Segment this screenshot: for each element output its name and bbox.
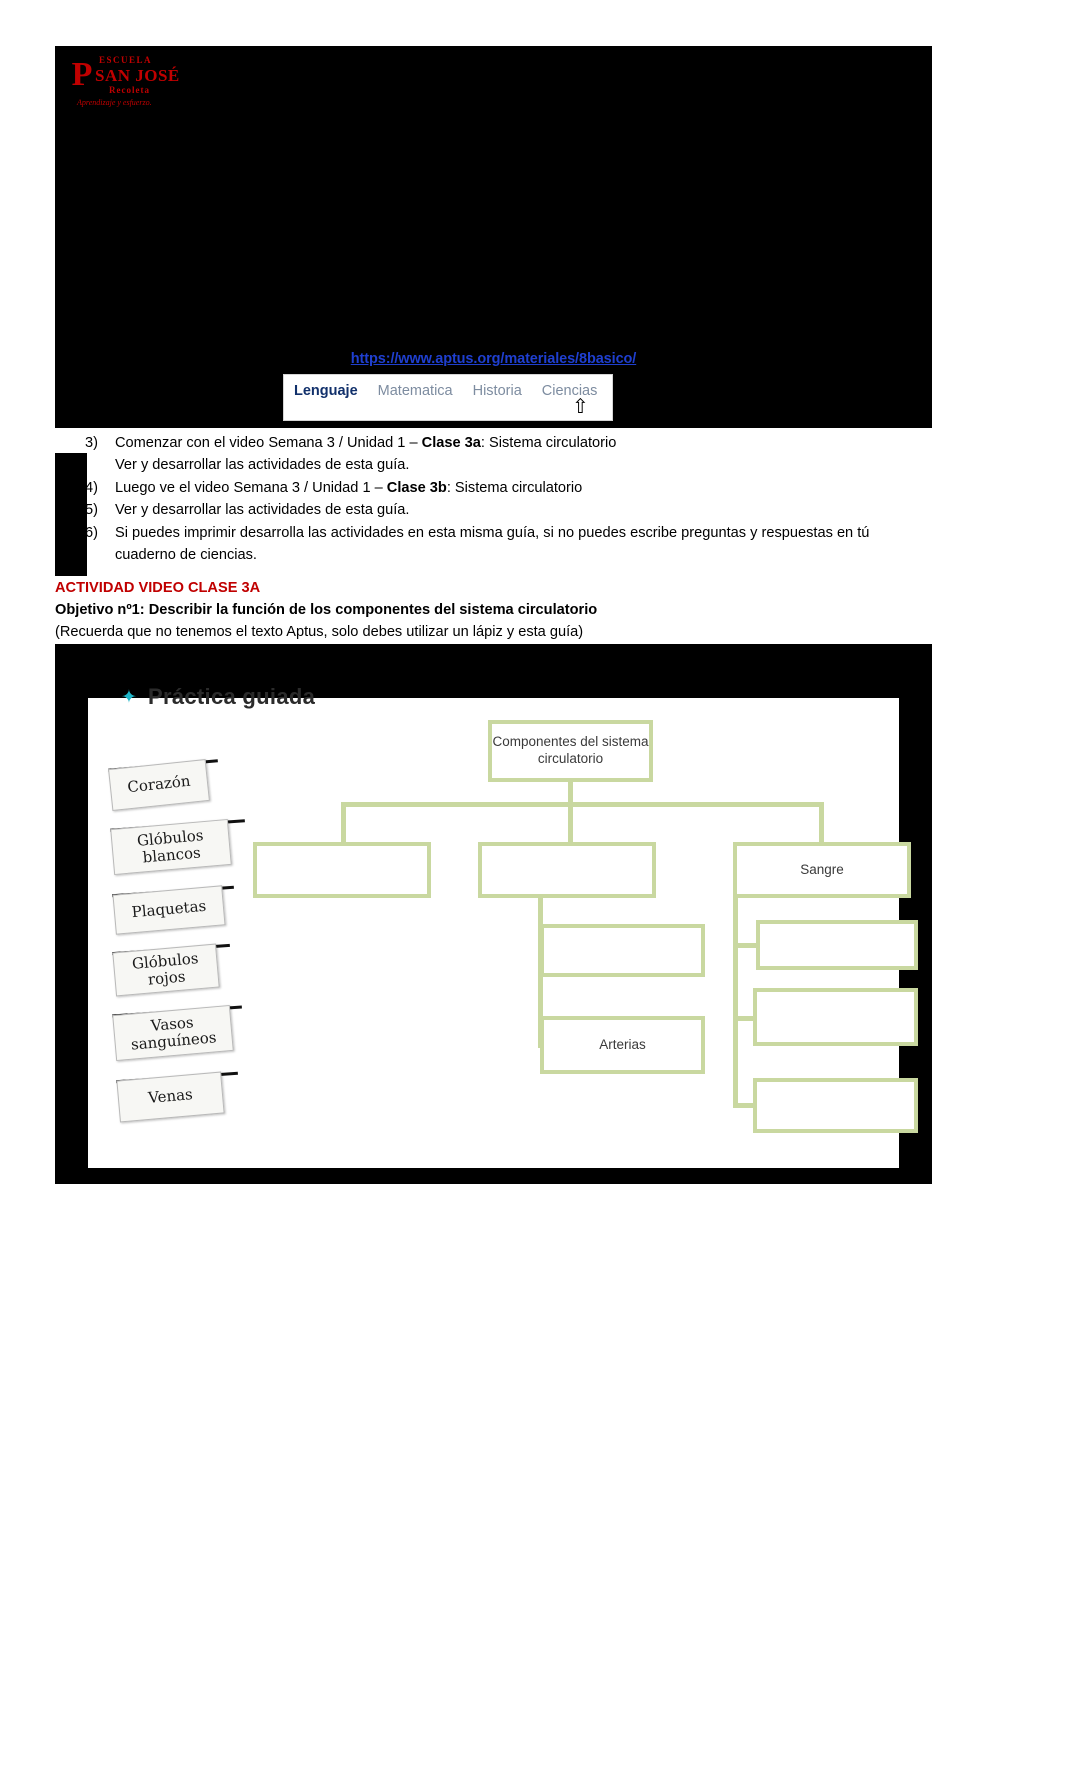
list-item-text: Si puedes imprimir desarrolla las actividades en esta misma guía, si no puedes escribe preguntas y respuestas en tú cuaderno de ciencias. — [115, 524, 870, 564]
list-item — [112, 1005, 234, 1061]
list-item-text-bold: Clase 3a — [421, 435, 481, 451]
concept-empty-box — [753, 988, 918, 1046]
logo-mark-icon: P — [71, 56, 93, 93]
cursor-arrow-icon: ⇧ — [572, 396, 589, 418]
list-item-text — [115, 477, 925, 499]
list-item-text-before: Comenzar con el video Semana 3 / Unidad 1 – — [115, 435, 422, 451]
list-item-text-after: : Sistema circulatorio — [446, 479, 583, 496]
logo-line-motto: Aprendizaje y esfuerzo. — [77, 98, 152, 107]
activity-title: ACTIVIDAD VIDEO CLASE 3A — [55, 580, 261, 596]
list-item — [110, 819, 232, 875]
connector-root-horizontal — [341, 802, 824, 807]
list-item-number: 6) — [85, 524, 98, 541]
slide-bullet-icon: ✦ — [121, 687, 137, 708]
list-item — [85, 499, 925, 521]
concept-root-label: Componentes del sistema circulatorio — [492, 734, 649, 766]
card-label: Vasos sanguíneos — [130, 1012, 218, 1054]
list-item — [108, 759, 210, 811]
list-item-text — [115, 432, 925, 454]
list-item-text-before: Luego ve el video Semana 3 / Unidad 1 – — [115, 479, 387, 496]
concept-empty-box — [756, 920, 918, 970]
school-logo — [65, 54, 215, 119]
video-screenshot-panel — [55, 46, 932, 428]
card-label: Glóbulos rojos — [131, 948, 200, 989]
list-item — [85, 477, 925, 499]
concept-map-screenshot-panel — [55, 644, 932, 1184]
card-label: Corazón — [126, 772, 192, 797]
connector-right-spine — [733, 898, 738, 1108]
list-item — [112, 885, 225, 934]
list-item-text-after: : Sistema circulatorio — [480, 435, 617, 451]
logo-line-sanjose: SAN JOSÉ — [95, 66, 180, 85]
slide-title: Práctica guiada — [148, 684, 316, 709]
connector-branch-right — [819, 802, 824, 844]
list-item — [116, 1072, 224, 1123]
concept-empty-box — [478, 842, 656, 898]
black-gutter-block — [55, 453, 87, 576]
connector-branch-left — [341, 802, 346, 844]
list-item-number: 5) — [85, 502, 98, 519]
list-item-number: 4) — [85, 479, 98, 496]
card-label: Plaquetas — [130, 897, 207, 922]
list-item-number: 3) — [85, 435, 98, 451]
nav-item-ciencias[interactable]: Ciencias — [541, 383, 598, 399]
card-label: Venas — [147, 1085, 194, 1108]
list-item — [112, 944, 219, 997]
nav-item-historia[interactable]: Historia — [472, 383, 522, 399]
list-item-text: Ver y desarrollar las actividades de esta guía. — [115, 502, 410, 519]
concept-box-label: Sangre — [800, 861, 844, 877]
concept-box-sangre — [733, 842, 911, 898]
concept-empty-box — [753, 1078, 918, 1133]
list-item-text-bold: Clase 3b — [386, 479, 447, 496]
card-label: Glóbulos blancos — [136, 825, 205, 867]
instructions-section — [55, 428, 932, 644]
concept-map-slide — [88, 684, 899, 1168]
logo-line-recoleta: Recoleta — [109, 85, 150, 95]
list-item — [85, 522, 925, 567]
objective-text: Objetivo nº1: Describir la función de los componentes del sistema circulatorio — [55, 602, 598, 618]
logo-line-escuela: ESCUELA — [99, 55, 153, 65]
connector-root-vertical — [568, 782, 573, 804]
nav-item-matematica[interactable]: Matematica — [377, 383, 453, 399]
site-nav-bar — [283, 374, 613, 421]
list-item-subline: Ver y desarrollar las actividades de esta guía. — [115, 457, 410, 474]
nav-item-lenguaje[interactable]: Lenguaje — [294, 383, 358, 399]
connector-right-to-box1 — [733, 943, 758, 948]
concept-root-box — [488, 720, 653, 782]
concept-box-arterias — [540, 1016, 705, 1074]
list-item — [85, 432, 925, 454]
instruction-list — [85, 432, 925, 567]
concept-empty-box — [253, 842, 431, 898]
reminder-text: (Recuerda que no tenemos el texto Aptus, solo debes utilizar un lápiz y esta guía) — [55, 624, 584, 640]
concept-empty-box — [540, 924, 705, 977]
connector-branch-center — [568, 802, 573, 844]
concept-box-label: Arterias — [599, 1036, 646, 1052]
aptus-materials-link[interactable]: https://www.aptus.org/materiales/8basico/ — [350, 351, 637, 367]
